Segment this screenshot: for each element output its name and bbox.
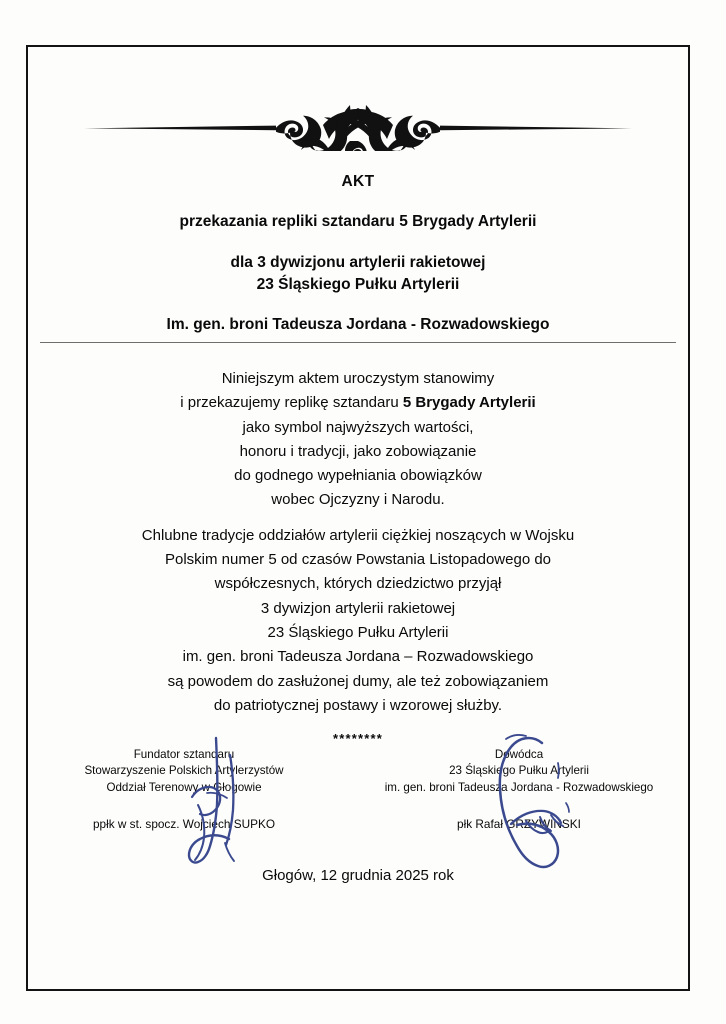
recipient-patron: Im. gen. broni Tadeusza Jordana - Rozwadowskiego (166, 316, 550, 334)
title-block (26, 173, 690, 335)
body-text-plain: i przekazujemy replikę sztandaru (180, 394, 403, 412)
commander-name: płk Rafał GRZYWIŃSKI (457, 817, 581, 832)
place-and-date: Głogów, 12 grudnia 2025 rok (262, 867, 454, 884)
commander-unit: 23 Śląskiego Pułku Artylerii (449, 764, 589, 778)
commander-role: Dowódca (494, 748, 544, 761)
body-line: Chlubne tradycje oddziałów artylerii ciężkiej noszących w Wojsku (141, 526, 575, 544)
founder-organization: Stowarzyszenie Polskich Artylerzystów (84, 764, 284, 778)
body-block (26, 367, 690, 746)
signature-block-founder (34, 747, 334, 831)
body-line: współczesnych, których dziedzictwo przyjął (214, 575, 502, 593)
document-heading: AKT (341, 173, 375, 190)
commander-patron: im. gen. broni Tadeusza Jordana - Rozwadowskiego (384, 780, 654, 794)
signature-row (26, 747, 690, 831)
body-line: Polskim numer 5 od czasów Powstania Listopadowego do (164, 551, 552, 569)
body-line: do patriotycznej postawy i wzorowej służby. (213, 696, 503, 714)
flourish-divider-icon (26, 105, 690, 151)
document-content (26, 45, 690, 991)
body-line: są powodem do zasłużonej dumy, ale też zobowiązaniem (167, 672, 549, 690)
paragraph-spacer (26, 513, 690, 524)
body-line: 23 Śląskiego Pułku Artylerii (267, 623, 449, 641)
body-line: 3 dywizjon artylerii rakietowej (260, 599, 456, 617)
document-subject: przekazania repliki sztandaru 5 Brygady Artylerii (179, 213, 537, 230)
body-line: jako symbol najwyższych wartości, (242, 418, 474, 436)
title-separator-rule (40, 342, 676, 343)
body-line: Niniejszym aktem uroczystym stanowimy (221, 370, 495, 387)
body-line-with-emphasis (26, 391, 690, 415)
founder-name: ppłk w st. spocz. Wojciech SUPKO (92, 817, 276, 832)
founder-role: Fundator sztandaru (133, 748, 235, 761)
recipient-line-2: 23 Śląskiego Pułku Artylerii (256, 275, 460, 293)
recipient-line-1: dla 3 dywizjonu artylerii rakietowej (230, 253, 486, 271)
signature-block-commander (354, 747, 684, 831)
body-line: im. gen. broni Tadeusza Jordana – Rozwadowskiego (182, 648, 534, 666)
asterisk-separator: ******** (332, 731, 384, 747)
body-line: do godnego wypełniania obowiązków (234, 467, 482, 485)
body-line: wobec Ojczyzny i Narodu. (271, 491, 445, 509)
body-line: honoru i tradycji, jako zobowiązanie (239, 442, 477, 460)
founder-branch: Oddział Terenowy w Głogowie (106, 780, 262, 794)
body-text-emphasis: 5 Brygady Artylerii (402, 394, 536, 412)
